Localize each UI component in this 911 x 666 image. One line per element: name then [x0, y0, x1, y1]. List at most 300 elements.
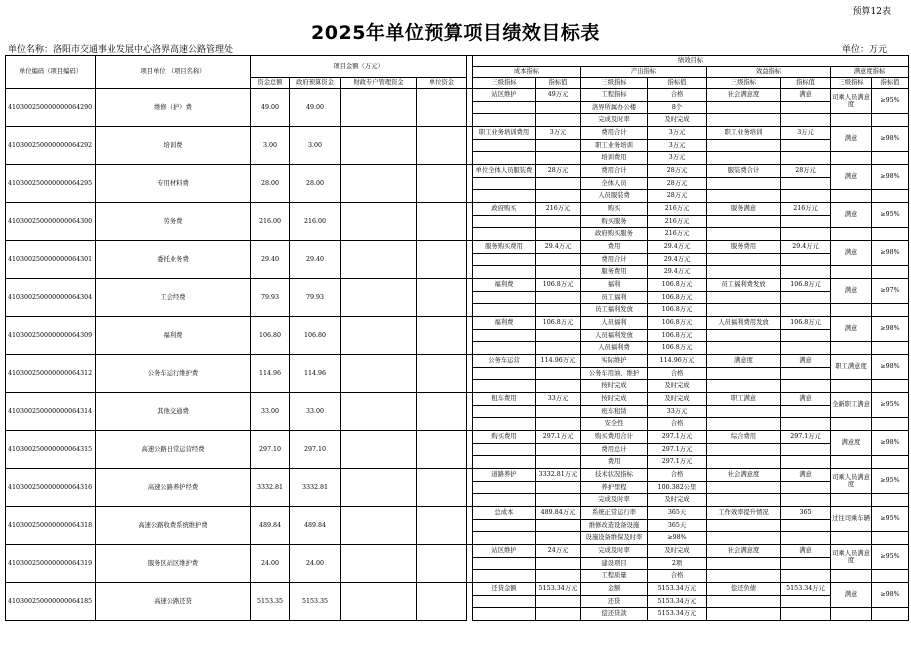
cost-value: 5153.34万元 [536, 583, 581, 596]
benefit-indicator-empty [707, 558, 781, 570]
cost-indicator-empty [473, 406, 536, 418]
project-gov-fund: 114.96 [290, 355, 341, 393]
cost-value: 106.8万元 [536, 317, 581, 330]
benefit-indicator-empty [707, 342, 781, 355]
satisfaction-indicator-empty [831, 532, 872, 545]
project-own-fund [417, 241, 467, 279]
output-indicator: 洛界所属办公楼 [581, 102, 648, 114]
satisfaction-indicator: 全新职工满意 [831, 393, 872, 418]
cost-value: 297.1万元 [536, 431, 581, 444]
benefit-indicator-empty [707, 102, 781, 114]
benefit-indicator-empty [707, 152, 781, 165]
satisfaction-value-empty [872, 152, 909, 165]
project-fiscal-fund [341, 127, 417, 165]
satisfaction-indicator: 满意 [831, 317, 872, 342]
benefit-indicator-empty [707, 292, 781, 304]
cost-indicator-empty [473, 152, 536, 165]
benefit-value: 106.8万元 [781, 279, 831, 292]
satisfaction-indicator: 司乘人员满意度 [831, 545, 872, 570]
benefit-indicator: 社会满意度 [707, 545, 781, 558]
benefit-indicator: 人员福利费用发放 [707, 317, 781, 330]
project-fiscal-fund [341, 89, 417, 127]
output-indicator: 工程质量 [581, 570, 648, 583]
satisfaction-value-empty [872, 380, 909, 393]
header-benefit-val: 指标值 [781, 78, 831, 89]
project-fiscal-fund [341, 545, 417, 583]
header-name: 项目单位 （项目名称） [96, 56, 251, 89]
project-name: 高速公路日常运营经费 [96, 431, 251, 469]
table-row [6, 507, 909, 520]
project-fiscal-fund [341, 279, 417, 317]
satisfaction-value: ≥95% [872, 545, 909, 570]
benefit-value-empty [781, 228, 831, 241]
satisfaction-indicator-empty [831, 152, 872, 165]
output-value: ≥98% [648, 532, 707, 545]
table-row [6, 469, 909, 482]
project-name: 福利费 [96, 317, 251, 355]
benefit-value: 3万元 [781, 127, 831, 140]
cost-value-empty [536, 292, 581, 304]
cost-indicator: 服务购买费用 [473, 241, 536, 254]
project-own-fund [417, 507, 467, 545]
project-code: 410300250000000064295 [6, 165, 96, 203]
output-value: 5153.34万元 [648, 583, 707, 596]
project-own-fund [417, 355, 467, 393]
output-indicator: 完成及时率 [581, 545, 648, 558]
output-value: 合格 [648, 570, 707, 583]
cost-value: 3万元 [536, 127, 581, 140]
cost-indicator-empty [473, 570, 536, 583]
output-value: 106.8万元 [648, 304, 707, 317]
benefit-indicator-empty [707, 330, 781, 342]
benefit-value: 满意 [781, 355, 831, 368]
output-value: 33万元 [648, 406, 707, 418]
cost-value-empty [536, 304, 581, 317]
output-value: 29.4万元 [648, 241, 707, 254]
cost-indicator: 政府购买 [473, 203, 536, 216]
project-gov-fund: 106.80 [290, 317, 341, 355]
output-value: 216万元 [648, 216, 707, 228]
cost-value-empty [536, 178, 581, 190]
output-indicator: 班车租赁 [581, 406, 648, 418]
header-sat-l3: 三级指标 [831, 78, 872, 89]
output-value: 297.1万元 [648, 456, 707, 469]
output-indicator: 费用总计 [581, 444, 648, 456]
satisfaction-indicator-empty [831, 114, 872, 127]
benefit-value: 满意 [781, 545, 831, 558]
header-cost-val: 指标值 [536, 78, 581, 89]
output-indicator: 人员福利 [581, 317, 648, 330]
output-indicator: 设施设备维保及时率 [581, 532, 648, 545]
satisfaction-value: ≥98% [872, 241, 909, 266]
project-fiscal-fund [341, 165, 417, 203]
cost-value-empty [536, 596, 581, 608]
satisfaction-indicator: 满意 [831, 127, 872, 152]
project-fiscal-fund [341, 431, 417, 469]
header-goal-group: 绩效目标 [473, 56, 909, 67]
benefit-indicator-empty [707, 114, 781, 127]
table-row [6, 355, 909, 368]
benefit-value-empty [781, 608, 831, 621]
cost-value: 489.84万元 [536, 507, 581, 520]
project-code: 410300250000000064292 [6, 127, 96, 165]
cost-indicator-empty [473, 342, 536, 355]
benefit-value: 28万元 [781, 165, 831, 178]
benefit-value: 365 [781, 507, 831, 520]
benefit-indicator: 社会满意度 [707, 469, 781, 482]
output-value: 28万元 [648, 178, 707, 190]
benefit-value-empty [781, 342, 831, 355]
output-value: 及时完成 [648, 545, 707, 558]
satisfaction-indicator-empty [831, 494, 872, 507]
output-value: 及时完成 [648, 494, 707, 507]
benefit-value-empty [781, 418, 831, 431]
cost-value-empty [536, 608, 581, 621]
cost-value-empty [536, 444, 581, 456]
project-name: 服务区站区维护费 [96, 545, 251, 583]
project-code: 410300250000000064290 [6, 89, 96, 127]
project-total: 29.40 [251, 241, 290, 279]
table-row [6, 165, 909, 178]
cost-value: 29.4万元 [536, 241, 581, 254]
benefit-value-empty [781, 596, 831, 608]
benefit-indicator-empty [707, 596, 781, 608]
output-indicator: 购买 [581, 203, 648, 216]
table-row [6, 431, 909, 444]
output-indicator: 系统正常运行率 [581, 507, 648, 520]
benefit-value: 29.4万元 [781, 241, 831, 254]
benefit-indicator-empty [707, 368, 781, 380]
project-total: 49.00 [251, 89, 290, 127]
header-benefit: 效益指标 [707, 67, 831, 78]
cost-value-empty [536, 456, 581, 469]
cost-value-empty [536, 266, 581, 279]
satisfaction-value: ≥95% [872, 203, 909, 228]
project-gov-fund: 28.00 [290, 165, 341, 203]
satisfaction-value-empty [872, 570, 909, 583]
benefit-indicator-empty [707, 254, 781, 266]
cost-indicator-empty [473, 330, 536, 342]
cost-indicator-empty [473, 140, 536, 152]
satisfaction-value: ≥95% [872, 469, 909, 494]
project-own-fund [417, 545, 467, 583]
project-fiscal-fund [341, 203, 417, 241]
cost-indicator-empty [473, 254, 536, 266]
project-name: 公务车运行维护费 [96, 355, 251, 393]
benefit-indicator-empty [707, 190, 781, 203]
output-value: 29.4万元 [648, 254, 707, 266]
satisfaction-indicator-empty [831, 608, 872, 621]
satisfaction-indicator-empty [831, 380, 872, 393]
benefit-value: 216万元 [781, 203, 831, 216]
benefit-indicator: 员工福利费发放 [707, 279, 781, 292]
benefit-indicator-empty [707, 216, 781, 228]
project-name: 维修（护）费 [96, 89, 251, 127]
benefit-indicator-empty [707, 406, 781, 418]
satisfaction-indicator: 满意 [831, 279, 872, 304]
benefit-value-empty [781, 254, 831, 266]
cost-value: 28万元 [536, 165, 581, 178]
project-own-fund [417, 317, 467, 355]
benefit-indicator-empty [707, 228, 781, 241]
project-gov-fund: 5153.35 [290, 583, 341, 621]
output-value: 5153.34万元 [648, 608, 707, 621]
cost-value: 33万元 [536, 393, 581, 406]
cost-value-empty [536, 558, 581, 570]
output-indicator: 技术状况指标 [581, 469, 648, 482]
benefit-indicator-empty [707, 304, 781, 317]
output-value: 100.382公里 [648, 482, 707, 494]
cost-indicator: 道路养护 [473, 469, 536, 482]
benefit-indicator: 工作效率提升情况 [707, 507, 781, 520]
cost-value-empty [536, 520, 581, 532]
header-cost-l3: 三级指标 [473, 78, 536, 89]
benefit-value-empty [781, 532, 831, 545]
project-own-fund [417, 165, 467, 203]
header-code: 单位编码（项目编码） [6, 56, 96, 89]
cost-indicator-empty [473, 380, 536, 393]
satisfaction-indicator: 过往司乘车辆 [831, 507, 872, 532]
header-fiscal: 财政专户管理资金 [341, 78, 417, 89]
cost-indicator: 站区维护 [473, 545, 536, 558]
satisfaction-value-empty [872, 228, 909, 241]
output-indicator: 偿还贷款 [581, 608, 648, 621]
output-value: 8个 [648, 102, 707, 114]
project-total: 24.00 [251, 545, 290, 583]
output-value: 216万元 [648, 228, 707, 241]
output-value: 28万元 [648, 190, 707, 203]
benefit-value: 5153.34万元 [781, 583, 831, 596]
project-total: 114.96 [251, 355, 290, 393]
cost-value-empty [536, 418, 581, 431]
output-indicator: 实际维护 [581, 355, 648, 368]
output-indicator: 职工业务培训 [581, 140, 648, 152]
benefit-value-empty [781, 494, 831, 507]
output-value: 106.8万元 [648, 292, 707, 304]
satisfaction-indicator: 满意度 [831, 431, 872, 456]
cost-indicator: 还贷金额 [473, 583, 536, 596]
output-value: 及时完成 [648, 114, 707, 127]
project-total: 106.80 [251, 317, 290, 355]
benefit-value-empty [781, 444, 831, 456]
benefit-value-empty [781, 570, 831, 583]
performance-table [5, 55, 909, 621]
cost-value-empty [536, 532, 581, 545]
output-indicator: 金额 [581, 583, 648, 596]
output-value: 106.8万元 [648, 330, 707, 342]
cost-indicator-empty [473, 114, 536, 127]
benefit-value-empty [781, 330, 831, 342]
table-row [6, 241, 909, 254]
project-code: 410300250000000064319 [6, 545, 96, 583]
cost-indicator-empty [473, 304, 536, 317]
benefit-indicator: 满意度 [707, 355, 781, 368]
project-fiscal-fund [341, 583, 417, 621]
satisfaction-value-empty [872, 532, 909, 545]
cost-value-empty [536, 330, 581, 342]
project-own-fund [417, 583, 467, 621]
output-value: 106.8万元 [648, 317, 707, 330]
table-row [6, 317, 909, 330]
project-total: 297.10 [251, 431, 290, 469]
output-indicator: 人员服装费 [581, 190, 648, 203]
output-indicator: 购买费用合计 [581, 431, 648, 444]
header-output-val: 指标值 [648, 78, 707, 89]
satisfaction-value: ≥95% [872, 89, 909, 114]
cost-value-empty [536, 368, 581, 380]
benefit-indicator-empty [707, 570, 781, 583]
output-indicator: 完成及时率 [581, 494, 648, 507]
satisfaction-value-empty [872, 266, 909, 279]
output-value: 合格 [648, 368, 707, 380]
benefit-value-empty [781, 152, 831, 165]
benefit-value: 满意 [781, 393, 831, 406]
output-indicator: 建设项目 [581, 558, 648, 570]
project-code: 410300250000000064314 [6, 393, 96, 431]
project-total: 216.00 [251, 203, 290, 241]
satisfaction-value-empty [872, 494, 909, 507]
output-indicator: 公务车用油、维护 [581, 368, 648, 380]
benefit-value-empty [781, 190, 831, 203]
project-gov-fund: 297.10 [290, 431, 341, 469]
project-gov-fund: 33.00 [290, 393, 341, 431]
benefit-indicator-empty [707, 380, 781, 393]
benefit-value-empty [781, 380, 831, 393]
output-indicator: 工程指标 [581, 89, 648, 102]
project-own-fund [417, 127, 467, 165]
project-total: 33.00 [251, 393, 290, 431]
table-number: 预算12表 [852, 7, 891, 17]
satisfaction-value-empty [872, 342, 909, 355]
project-own-fund [417, 89, 467, 127]
header-output: 产出指标 [581, 67, 707, 78]
output-indicator: 员工福利 [581, 292, 648, 304]
benefit-value-empty [781, 558, 831, 570]
benefit-value-empty [781, 304, 831, 317]
cost-value-empty [536, 216, 581, 228]
project-name: 工会经费 [96, 279, 251, 317]
satisfaction-value-empty [872, 190, 909, 203]
header-own: 单位资金 [417, 78, 467, 89]
satisfaction-value: ≥97% [872, 279, 909, 304]
satisfaction-indicator: 满意 [831, 583, 872, 608]
benefit-indicator-empty [707, 532, 781, 545]
satisfaction-indicator: 满意 [831, 203, 872, 228]
output-indicator: 费用合计 [581, 165, 648, 178]
output-value: 5153.34万元 [648, 596, 707, 608]
cost-value-empty [536, 482, 581, 494]
benefit-value-empty [781, 102, 831, 114]
satisfaction-value-empty [872, 608, 909, 621]
satisfaction-indicator-empty [831, 570, 872, 583]
satisfaction-indicator-empty [831, 304, 872, 317]
project-total: 5153.35 [251, 583, 290, 621]
benefit-value: 满意 [781, 469, 831, 482]
cost-indicator: 公务车运营 [473, 355, 536, 368]
project-total: 3332.81 [251, 469, 290, 507]
cost-value-empty [536, 102, 581, 114]
cost-value: 114.96万元 [536, 355, 581, 368]
satisfaction-value-empty [872, 456, 909, 469]
benefit-indicator-empty [707, 266, 781, 279]
benefit-indicator-empty [707, 456, 781, 469]
table-row [6, 545, 909, 558]
satisfaction-value-empty [872, 418, 909, 431]
output-value: 114.96万元 [648, 355, 707, 368]
benefit-indicator: 职工业务培训 [707, 127, 781, 140]
cost-value: 3332.81万元 [536, 469, 581, 482]
project-code: 410300250000000064318 [6, 507, 96, 545]
cost-value-empty [536, 406, 581, 418]
project-gov-fund: 49.00 [290, 89, 341, 127]
cost-indicator-empty [473, 456, 536, 469]
satisfaction-value: ≥98% [872, 583, 909, 608]
output-value: 3万元 [648, 152, 707, 165]
output-indicator: 按时完成 [581, 393, 648, 406]
output-value: 216万元 [648, 203, 707, 216]
benefit-indicator: 服装费合计 [707, 165, 781, 178]
project-code: 410300250000000064185 [6, 583, 96, 621]
cost-value-empty [536, 380, 581, 393]
project-fiscal-fund [341, 241, 417, 279]
benefit-value: 106.8万元 [781, 317, 831, 330]
output-value: 297.1万元 [648, 431, 707, 444]
output-value: 297.1万元 [648, 444, 707, 456]
table-row [6, 393, 909, 406]
cost-value-empty [536, 228, 581, 241]
table-row [6, 279, 909, 292]
output-indicator: 员工福利发放 [581, 304, 648, 317]
benefit-indicator-empty [707, 418, 781, 431]
project-own-fund [417, 469, 467, 507]
satisfaction-indicator-empty [831, 342, 872, 355]
satisfaction-indicator: 司乘人员满意度 [831, 469, 872, 494]
header-cost: 成本指标 [473, 67, 581, 78]
benefit-value-empty [781, 140, 831, 152]
satisfaction-value: ≥95% [872, 507, 909, 532]
benefit-indicator-empty [707, 520, 781, 532]
project-fiscal-fund [341, 393, 417, 431]
satisfaction-value: ≥98% [872, 317, 909, 342]
benefit-value-empty [781, 178, 831, 190]
benefit-value-empty [781, 114, 831, 127]
project-code: 410300250000000064312 [6, 355, 96, 393]
table-row [6, 583, 909, 596]
benefit-value-empty [781, 482, 831, 494]
project-gov-fund: 3332.81 [290, 469, 341, 507]
unit-name: 单位名称：洛阳市交通事业发展中心洛界高速公路管理处 [8, 45, 234, 55]
output-value: 合格 [648, 469, 707, 482]
benefit-value-empty [781, 456, 831, 469]
cost-indicator-empty [473, 444, 536, 456]
output-indicator: 费用合计 [581, 254, 648, 266]
project-total: 28.00 [251, 165, 290, 203]
output-indicator: 养护里程 [581, 482, 648, 494]
output-indicator: 人员福利发放 [581, 330, 648, 342]
cost-value: 24万元 [536, 545, 581, 558]
header-output-l3: 三级指标 [581, 78, 648, 89]
cost-indicator-empty [473, 266, 536, 279]
benefit-indicator: 综合费用 [707, 431, 781, 444]
project-code: 410300250000000064301 [6, 241, 96, 279]
project-code: 410300250000000064304 [6, 279, 96, 317]
satisfaction-indicator: 职工满意度 [831, 355, 872, 380]
project-fiscal-fund [341, 507, 417, 545]
project-fiscal-fund [341, 355, 417, 393]
benefit-indicator-empty [707, 444, 781, 456]
cost-indicator: 单位全体人员服装费 [473, 165, 536, 178]
cost-indicator: 职工业务培训费用 [473, 127, 536, 140]
